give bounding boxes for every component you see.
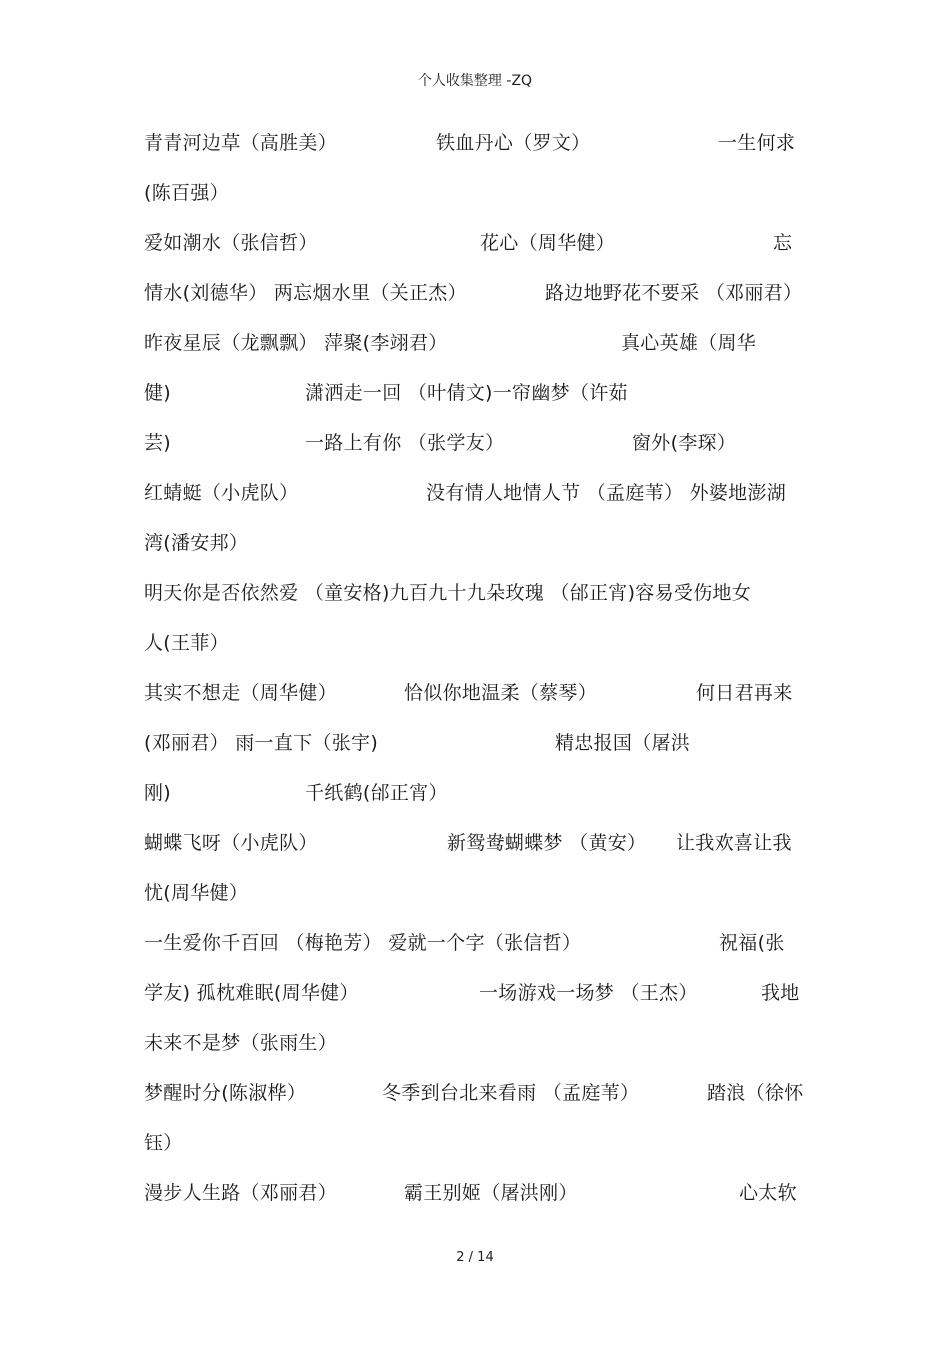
song-entry: 心太软	[739, 1182, 797, 1204]
song-entry: 花心（周华健）	[480, 232, 616, 254]
song-entry: 刚)	[144, 782, 172, 804]
song-entry: 何日君再来	[696, 682, 793, 704]
text-line	[0, 428, 950, 458]
song-entry: 新鸳鸯蝴蝶梦 （黄安）	[447, 832, 647, 854]
text-line	[0, 778, 950, 808]
song-entry: 明天你是否依然爱 （童安格)九百九十九朵玫瑰 （邰正宵)容易受伤地女	[144, 582, 752, 604]
song-entry: 青青河边草（高胜美）	[144, 132, 338, 154]
page-header: 个人收集整理 -ZQ	[417, 73, 533, 89]
text-line	[0, 228, 950, 258]
song-entry: 一场游戏一场梦 （王杰）	[479, 982, 698, 1004]
song-entry: 恰似你地温柔（蔡琴）	[404, 682, 598, 704]
song-entry: 铁血丹心（罗文）	[436, 132, 591, 154]
song-entry: 蝴蝶飞呀（小虎队）	[144, 832, 318, 854]
text-line	[0, 928, 950, 958]
song-entry: 路边地野花不要采 （邓丽君）	[545, 282, 803, 304]
song-entry: 忘	[773, 232, 793, 254]
song-entry: 情水(刘德华） 两忘烟水里（关正杰）	[144, 282, 467, 304]
song-entry: (邓丽君） 雨一直下（张宇)	[144, 732, 379, 754]
song-entry: 潇洒走一回 （叶倩文)一帘幽梦（许茹	[305, 382, 628, 404]
song-entry: 漫步人生路（邓丽君）	[144, 1182, 338, 1204]
song-entry: 霸王别姬（屠洪刚）	[404, 1182, 578, 1204]
song-entry: 昨夜星辰（龙飘飘） 萍聚(李翊君）	[144, 332, 448, 354]
text-line	[0, 128, 950, 158]
text-line	[0, 878, 950, 908]
song-entry: 爱如潮水（张信哲）	[144, 232, 318, 254]
text-line	[0, 1178, 950, 1208]
text-line	[0, 278, 950, 308]
song-entry: 我地	[761, 982, 800, 1004]
song-entry: 精忠报国（屠洪	[555, 732, 691, 754]
song-entry: 其实不想走（周华健）	[144, 682, 338, 704]
text-line	[0, 328, 950, 358]
song-entry: 一路上有你 （张学友）	[305, 432, 505, 454]
song-entry: 学友) 孤枕难眠(周华健）	[144, 982, 359, 1004]
song-entry: 踏浪（徐怀	[707, 1082, 804, 1104]
text-line	[0, 678, 950, 708]
song-entry: 千纸鹤(邰正宵）	[305, 782, 448, 804]
song-entry: 祝福(张	[719, 932, 785, 954]
song-entry: 一生何求	[718, 132, 796, 154]
text-line	[0, 178, 950, 208]
song-entry: 红蜻蜓（小虎队）	[144, 482, 299, 504]
song-entry: (陈百强）	[144, 182, 229, 204]
song-entry: 湾(潘安邦）	[144, 532, 249, 554]
song-entry: 人(王菲）	[144, 632, 229, 654]
song-entry: 芸)	[144, 432, 172, 454]
text-line	[0, 478, 950, 508]
text-line	[0, 528, 950, 558]
text-line	[0, 1028, 950, 1058]
text-line	[0, 828, 950, 858]
song-entry: 钰）	[144, 1132, 183, 1154]
text-line	[0, 1078, 950, 1108]
text-line	[0, 728, 950, 758]
text-line	[0, 628, 950, 658]
song-entry: 梦醒时分(陈淑桦）	[144, 1082, 307, 1104]
song-entry: 没有情人地情人节 （孟庭苇） 外婆地澎湖	[426, 482, 787, 504]
page-number: 2 / 14	[456, 1250, 494, 1265]
text-line	[0, 1128, 950, 1158]
song-entry: 冬季到台北来看雨 （孟庭苇）	[382, 1082, 640, 1104]
song-entry: 健)	[144, 382, 172, 404]
song-entry: 窗外(李琛）	[632, 432, 737, 454]
song-entry: 真心英雄（周华	[621, 332, 757, 354]
text-line	[0, 578, 950, 608]
song-entry: 忧(周华健）	[144, 882, 249, 904]
song-entry: 一生爱你千百回 （梅艳芳） 爱就一个字（张信哲）	[144, 932, 582, 954]
song-entry: 未来不是梦（张雨生）	[144, 1032, 338, 1054]
song-entry: 让我欢喜让我	[676, 832, 792, 854]
text-line	[0, 978, 950, 1008]
text-line	[0, 378, 950, 408]
